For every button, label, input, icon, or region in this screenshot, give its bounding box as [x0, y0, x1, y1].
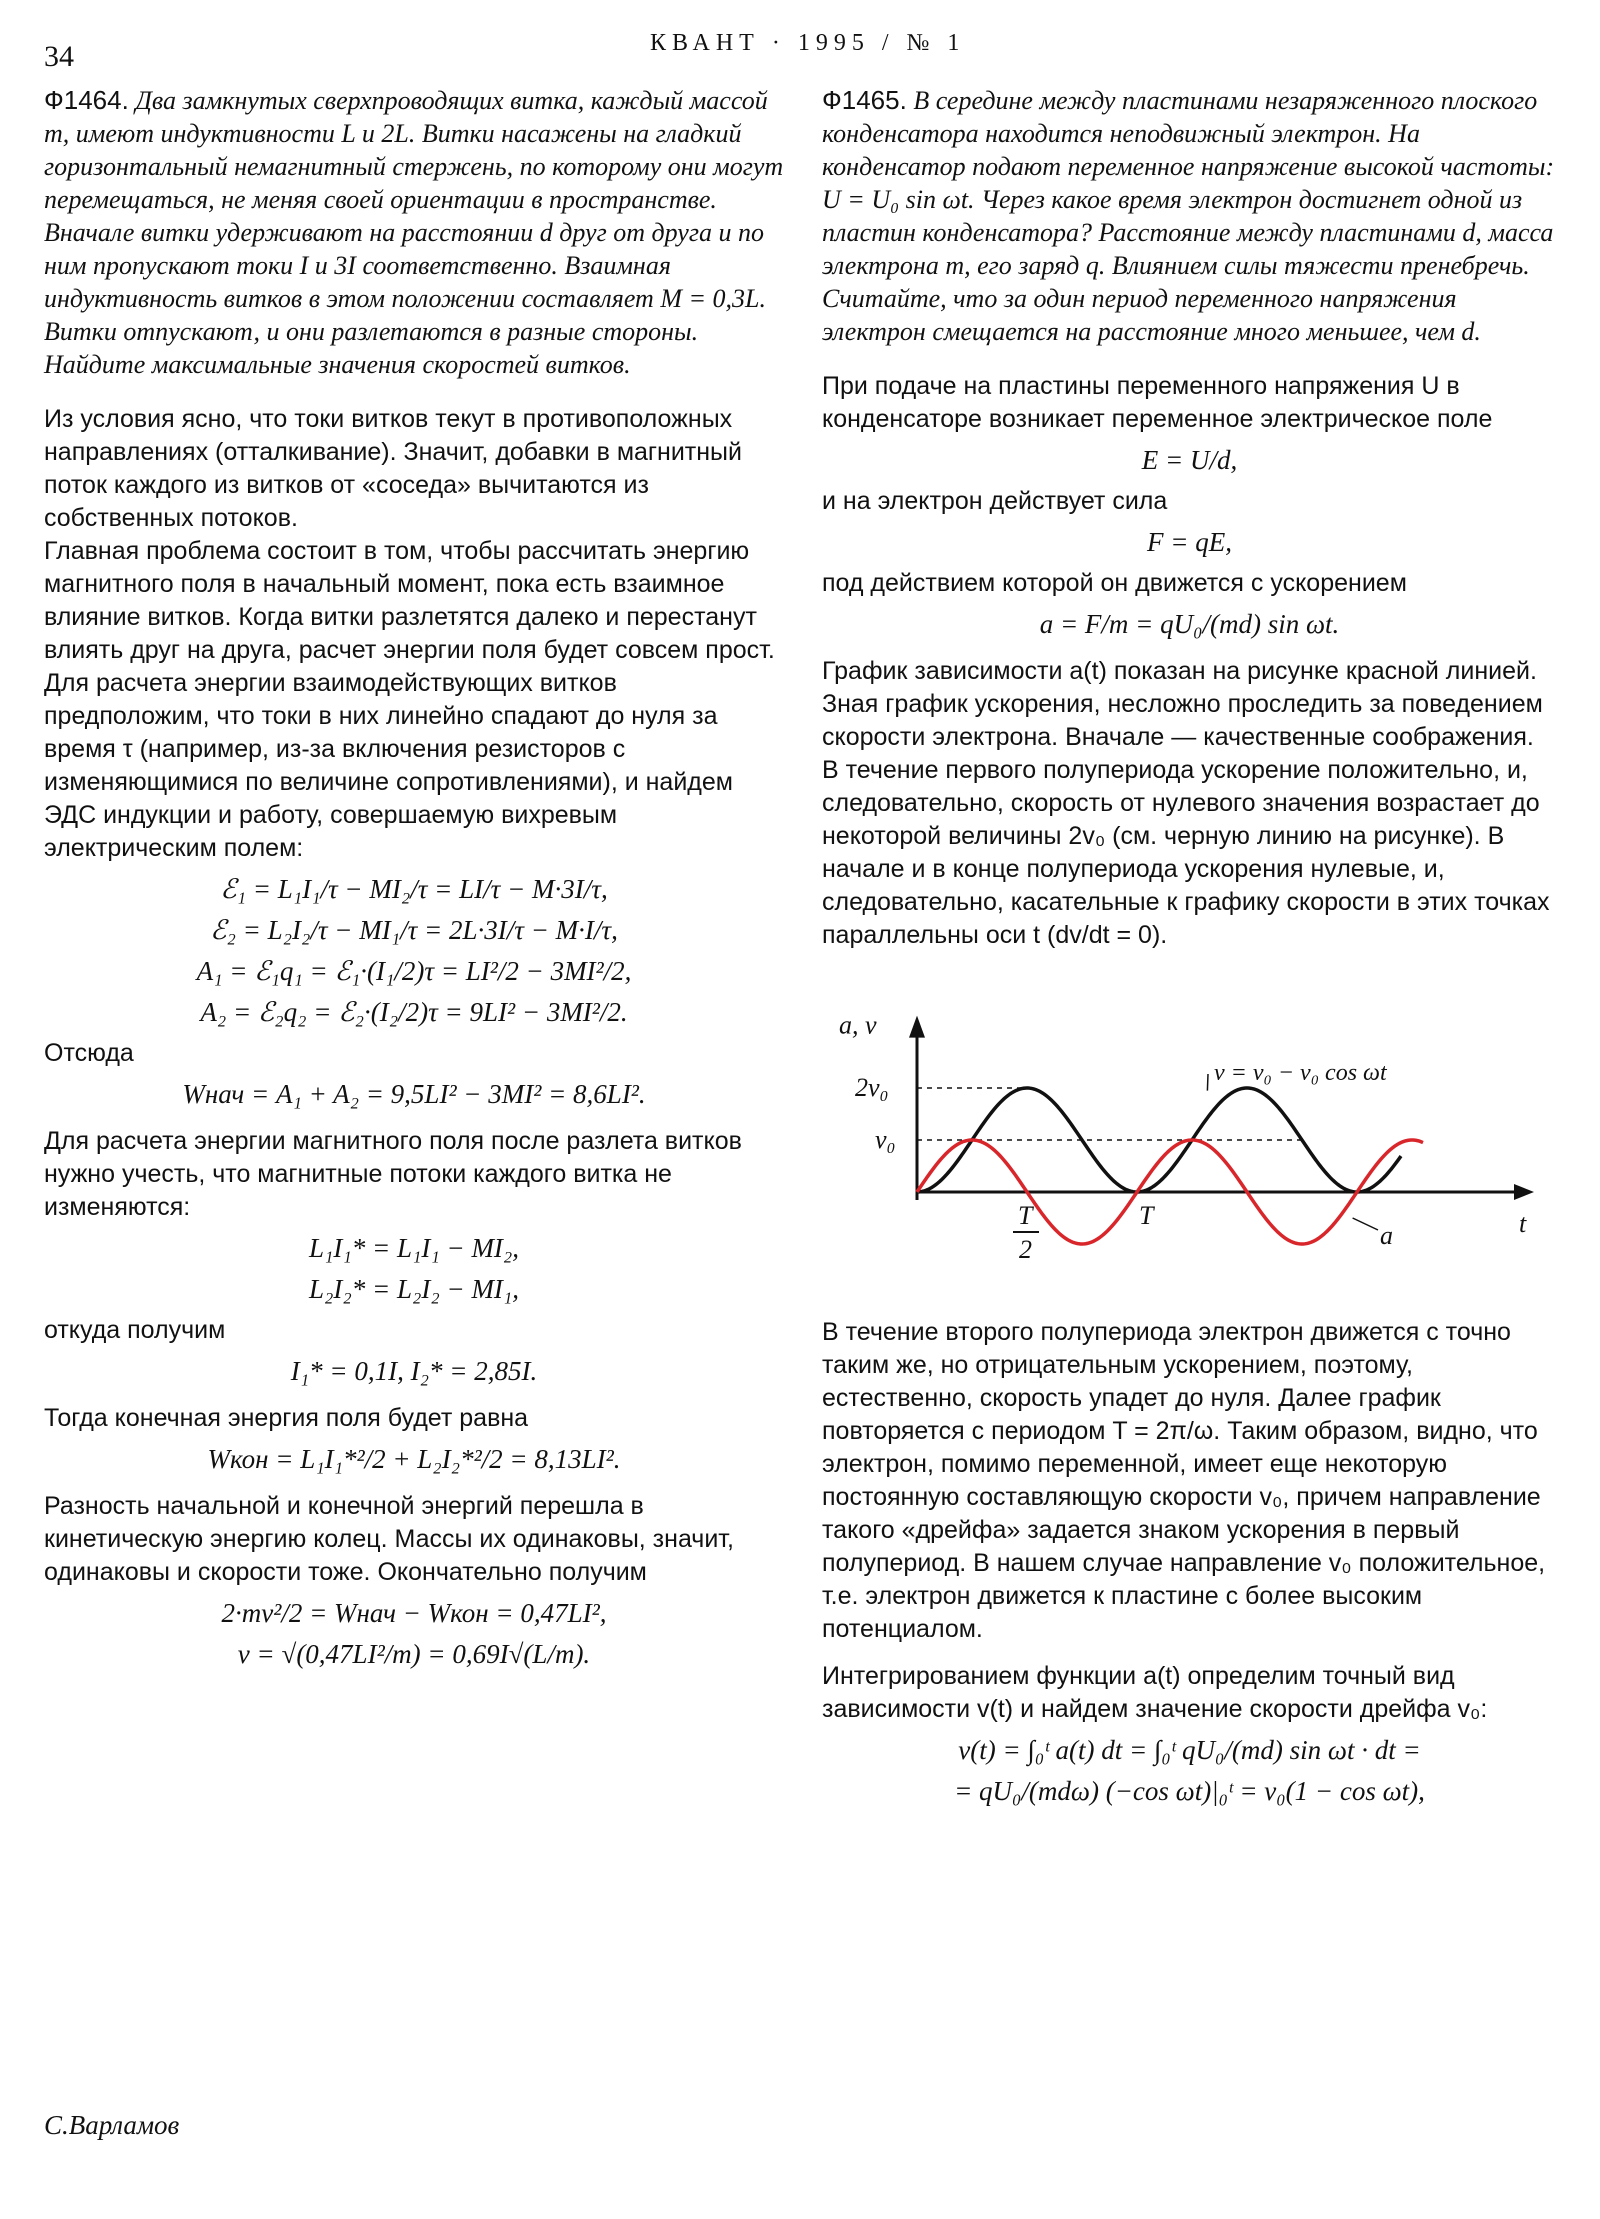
equation: Wкон = L₁I₁*²/2 + L₂I₂*²/2 = 8,13LI².: [207, 1444, 621, 1474]
problem-text: Два замкнутых сверхпроводящих витка, каждый массой m, имеют индуктивности L и 2L. Витки насажены на гладкий горизонтальный немагнитный стержень, по которому они могут перемещаться, не меняя своей ориентации в пространстве. Вначале витки удерживают на расстоянии d друг от друга и по ним пропускают токи I и 3I соответственно. Взаимная индуктивность витков в этом положении составляет M = 0,3L. Витки отпускают, и они разлетаются в разные стороны. Найдите максимальные значения скоростей витков.: [44, 86, 784, 379]
graph-figure: [822, 992, 1557, 1292]
equation: ℰ₂ = L₂I₂/τ − MI₁/τ = 2L·3I/τ − M·I/τ,: [210, 915, 618, 945]
paragraph: Интегрированием функции a(t) определим точный вид зависимости v(t) и найдем значение скорости дрейфа v₀:: [822, 1662, 1488, 1723]
paragraph: В течение первого полупериода ускорение положительно, и, следовательно, скорость от нулевого значения возрастает до некоторой величины 2v₀ (см. черную линию на рисунке). В начале и в конце полупериода ускорения нулевые, и, следовательно, касательные к графику скорости в этих точках параллельны оси t (dv/dt = 0).: [822, 756, 1550, 949]
paragraph: График зависимости a(t) показан на рисунке красной линией. Зная график ускорения, несложно проследить за поведением скорости электрона. Вначале — качественные соображения.: [822, 657, 1543, 751]
page-number: 34: [44, 40, 74, 73]
paragraph: и на электрон действует сила: [822, 487, 1168, 515]
equation: = qU₀/(mdω) (−cos ωt)|₀ᵗ = v₀(1 − cos ωt),: [954, 1776, 1425, 1806]
acceleration-label: a: [1380, 1221, 1393, 1250]
equation: L₂I₂* = L₂I₂ − MI₁,: [308, 1274, 520, 1304]
problem-id: Ф1464.: [44, 85, 129, 115]
problem-statement-1464: [44, 84, 784, 381]
equation: v(t) = ∫₀ᵗ a(t) dt = ∫₀ᵗ qU₀/(md) sin ωt · dt =: [958, 1735, 1421, 1765]
problem-text: В середине между пластинами незаряженного плоского конденсатора находится неподвижный электрон. На конденсатор подают переменное напряжение высокой частоты: U = U₀ sin ωt. Через какое время электрон достигнет одной из пластин конденсатора? Расстояние между пластинами d, масса электрона m, его заряд q. Влиянием силы тяжести пренебречь. Считайте, что за один период переменного напряжения электрон смещается на расстояние много меньшее, чем d.: [822, 86, 1555, 346]
x-axis-arrow: [1514, 1184, 1534, 1200]
paragraph: откуда получим: [44, 1316, 226, 1344]
author-signature: С.Варламов: [44, 2110, 180, 2140]
paragraph: Для расчета энергии магнитного поля после разлета витков нужно учесть, что магнитные потоки каждого витка не изменяются:: [44, 1127, 742, 1221]
tick-label-two-v0: 2v₀: [855, 1073, 889, 1102]
equation: F = qE,: [1147, 527, 1232, 557]
equation: L₁I₁* = L₁I₁ − MI₂,: [308, 1233, 520, 1263]
x-axis-label: t: [1519, 1209, 1527, 1238]
equation: a = F/m = qU₀/(md) sin ωt.: [1039, 609, 1340, 639]
velocity-label-leader: [1207, 1074, 1208, 1091]
y-axis-label: a, v: [839, 1010, 877, 1040]
tick-label-half-T-numerator: T: [1018, 1201, 1033, 1230]
running-head: КВАНТ · 1995 / № 1: [650, 30, 966, 56]
paragraph: Для расчета энергии взаимодействующих витков предположим, что токи в них линейно спадают до нуля за время τ (например, из-за включения резисторов с изменяющимися по величине сопротивлениями), и найдем ЭДС индукции и работу, совершаемую вихревым электрическим полем:: [44, 669, 733, 862]
equation: Wнач = A₁ + A₂ = 9,5LI² − 3MI² = 8,6LI².: [182, 1079, 646, 1109]
paragraph: Отсюда: [44, 1039, 134, 1067]
y-axis-arrow: [909, 1016, 925, 1038]
right-column: [822, 84, 1557, 1816]
equation: A₁ = ℰ₁q₁ = ℰ₁·(I₁/2)τ = LI²/2 − 3MI²/2,: [196, 956, 632, 986]
equation: v = √(0,47LI²/m) = 0,69I√(L/m).: [237, 1639, 591, 1669]
paragraph: Тогда конечная энергия поля будет равна: [44, 1404, 529, 1432]
paragraph: под действием которой он движется с ускорением: [822, 569, 1407, 597]
equation: E = U/d,: [1141, 445, 1238, 475]
equation: ℰ₁ = L₁I₁/τ − MI₂/τ = LI/τ − M·3I/τ,: [220, 874, 608, 904]
left-column: [44, 84, 784, 1679]
tick-label-v0: v₀: [875, 1125, 896, 1154]
velocity-formula-label: v = v₀ − v₀ cos ωt: [1214, 1060, 1387, 1086]
problem-statement-1465: [822, 84, 1557, 348]
velocity-acceleration-graph: [822, 992, 1557, 1292]
paragraph: Из условия ясно, что токи витков текут в противоположных направлениях (отталкивание). Значит, добавки в магнитный поток каждого из витков от «соседа» вычитаются из собственных потоков.: [44, 405, 742, 532]
paragraph: В течение второго полупериода электрон движется с точно таким же, но отрицательным ускорением, поэтому, естественно, скорость упадет до нуля. Далее график повторяется с периодом T = 2π/ω. Таким образом, видно, что электрон, помимо переменной, имеет еще некоторую постоянную составляющую скорости v₀, причем направление такого «дрейфа» задается знаком ускорения в первый полупериод. В нашем случае направление v₀ положительное, т.е. электрон движется к пластине с более высоким потенциалом.: [822, 1318, 1546, 1643]
problem-id: Ф1465.: [822, 85, 907, 115]
equation: I₁* = 0,1I, I₂* = 2,85I.: [290, 1356, 538, 1386]
equation: 2·mv²/2 = Wнач − Wкон = 0,47LI²,: [221, 1598, 607, 1628]
paragraph: Главная проблема состоит в том, чтобы рассчитать энергию магнитного поля в начальный момент, пока есть взаимное влияние витков. Когда витки разлетятся далеко и перестанут влиять друг на друга, расчет энергии поля будет совсем прост.: [44, 537, 775, 664]
equation: A₂ = ℰ₂q₂ = ℰ₂·(I₂/2)τ = 9LI² − 3MI²/2.: [200, 997, 628, 1027]
paragraph: При подаче на пластины переменного напряжения U в конденсаторе возникает переменное электрическое поле: [822, 372, 1493, 433]
tick-label-half-T-denominator: 2: [1019, 1235, 1032, 1264]
acceleration-label-leader: [1353, 1218, 1378, 1230]
tick-label-T: T: [1139, 1201, 1154, 1230]
paragraph: Разность начальной и конечной энергий перешла в кинетическую энергию колец. Массы их одинаковы, значит, одинаковы и скорости тоже. Окончательно получим: [44, 1492, 734, 1586]
